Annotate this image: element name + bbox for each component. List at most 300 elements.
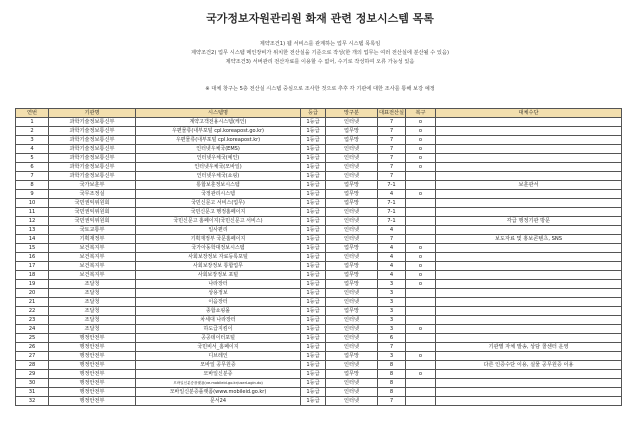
cell-datacenter: 4: [378, 262, 406, 271]
cell-no: 15: [16, 244, 49, 253]
cell-no: 8: [16, 181, 49, 190]
cell-no: 22: [16, 307, 49, 316]
header-system: 시스템명: [136, 109, 301, 118]
table-row: [16, 154, 622, 163]
cell-recovery: o: [406, 262, 436, 271]
cell-alternative: [436, 325, 622, 334]
cell-recovery: [406, 388, 436, 397]
cell-datacenter: 4: [378, 253, 406, 262]
cell-system: 우편물류(내부포털 cpl.koreapost.go.kr): [136, 127, 301, 136]
cell-grade: 1등급: [301, 316, 326, 325]
cell-recovery: o: [406, 325, 436, 334]
cell-alternative: [436, 370, 622, 379]
cell-recovery: o: [406, 190, 436, 199]
cell-recovery: [406, 298, 436, 307]
cell-alternative: 보도자료 및 홍보콘텐츠, SNS: [436, 235, 622, 244]
cell-grade: 1등급: [301, 379, 326, 388]
cell-system: 사회보장정보 자료등록포털: [136, 253, 301, 262]
cell-no: 26: [16, 343, 49, 352]
cell-network: 인터넷: [326, 298, 378, 307]
cell-alternative: [436, 280, 622, 289]
cell-datacenter: 7: [378, 163, 406, 172]
system-list-table: [15, 108, 622, 406]
cell-grade: 1등급: [301, 397, 326, 406]
cell-recovery: [406, 226, 436, 235]
cell-grade: 1등급: [301, 208, 326, 217]
cell-no: 14: [16, 235, 49, 244]
cell-datacenter: 3: [378, 325, 406, 334]
cell-agency: 조달청: [49, 325, 136, 334]
table-row: [16, 253, 622, 262]
cell-recovery: [406, 343, 436, 352]
cell-no: 13: [16, 226, 49, 235]
cell-system: 모바일신분증플랫폼(www.mobileid.go.kr): [136, 388, 301, 397]
cell-agency: 보건복지부: [49, 262, 136, 271]
cell-alternative: [436, 136, 622, 145]
cell-agency: 보건복지부: [49, 253, 136, 262]
cell-grade: 1등급: [301, 289, 326, 298]
cell-recovery: o: [406, 280, 436, 289]
cell-no: 30: [16, 379, 49, 388]
table-row: [16, 352, 622, 361]
cell-system: 통합보훈정보시스템: [136, 181, 301, 190]
cell-grade: 1등급: [301, 253, 326, 262]
cell-alternative: [436, 163, 622, 172]
cell-agency: 조달청: [49, 307, 136, 316]
cell-alternative: [436, 298, 622, 307]
cell-alternative: [436, 334, 622, 343]
cell-no: 10: [16, 199, 49, 208]
cell-system: 차세대 나라장터: [136, 316, 301, 325]
cell-agency: 행정안전부: [49, 361, 136, 370]
cell-grade: 1등급: [301, 136, 326, 145]
cell-no: 12: [16, 217, 49, 226]
cell-datacenter: 4: [378, 226, 406, 235]
cell-alternative: [436, 208, 622, 217]
header-no: 연번: [16, 109, 49, 118]
cell-datacenter: 8: [378, 388, 406, 397]
cell-agency: 국민권익위원회: [49, 217, 136, 226]
cell-recovery: [406, 316, 436, 325]
header-recovery: 복구: [406, 109, 436, 118]
table-row: [16, 217, 622, 226]
cell-no: 6: [16, 163, 49, 172]
cell-alternative: 다른 인증수단 이용, 실물 공무원증 이용: [436, 361, 622, 370]
cell-recovery: o: [406, 244, 436, 253]
constraints-notes: [0, 40, 640, 67]
cell-agency: 행정안전부: [49, 370, 136, 379]
cell-system: 모바일신분증플랫폼(ve.mobileid.go.kr/userLogin.do): [136, 379, 301, 388]
cell-network: 인터넷: [326, 289, 378, 298]
table-row: [16, 361, 622, 370]
cell-no: 3: [16, 136, 49, 145]
cell-grade: 1등급: [301, 280, 326, 289]
cell-alternative: [436, 244, 622, 253]
cell-system: 국민신문고 홈페이지(국민신문고 서비스): [136, 217, 301, 226]
table-row: [16, 199, 622, 208]
cell-grade: 1등급: [301, 298, 326, 307]
cell-no: 11: [16, 208, 49, 217]
cell-grade: 1등급: [301, 361, 326, 370]
cell-datacenter: 3: [378, 289, 406, 298]
cell-grade: 1등급: [301, 388, 326, 397]
table-row: [16, 208, 622, 217]
cell-system: 모바일 공무원증: [136, 361, 301, 370]
cell-grade: 1등급: [301, 271, 326, 280]
cell-network: 인터넷: [326, 172, 378, 181]
cell-network: 인터넷: [326, 217, 378, 226]
cell-network: 인터넷: [326, 253, 378, 262]
cell-datacenter: 4: [378, 190, 406, 199]
cell-system: 국민신문고 서비스(업무): [136, 199, 301, 208]
cell-agency: 행정안전부: [49, 334, 136, 343]
cell-alternative: [436, 352, 622, 361]
cell-alternative: [436, 199, 622, 208]
cell-recovery: o: [406, 118, 436, 127]
cell-grade: 1등급: [301, 127, 326, 136]
cell-grade: 1등급: [301, 334, 326, 343]
cell-agency: 과학기술정보통신부: [49, 163, 136, 172]
cell-system: 디브레인: [136, 352, 301, 361]
cell-agency: 보건복지부: [49, 271, 136, 280]
cell-no: 32: [16, 397, 49, 406]
cell-recovery: [406, 334, 436, 343]
table-row: [16, 307, 622, 316]
cell-network: 인터넷: [326, 325, 378, 334]
table-row: [16, 118, 622, 127]
cell-network: 업무망: [326, 280, 378, 289]
table-row: [16, 172, 622, 181]
cell-no: 7: [16, 172, 49, 181]
cell-network: 업무망: [326, 262, 378, 271]
cell-network: 업무망: [326, 307, 378, 316]
cell-agency: 기획재정부: [49, 235, 136, 244]
cell-grade: 1등급: [301, 307, 326, 316]
cell-recovery: [406, 208, 436, 217]
table-row: [16, 163, 622, 172]
table-row: [16, 136, 622, 145]
cell-no: 9: [16, 190, 49, 199]
cell-network: 인터넷: [326, 388, 378, 397]
cell-recovery: [406, 289, 436, 298]
cell-datacenter: 7: [378, 172, 406, 181]
cell-no: 1: [16, 118, 49, 127]
cell-recovery: [406, 307, 436, 316]
cell-datacenter: 3: [378, 316, 406, 325]
cell-agency: 국가보훈부: [49, 181, 136, 190]
cell-alternative: [436, 127, 622, 136]
cell-network: 업무망: [326, 181, 378, 190]
cell-recovery: o: [406, 154, 436, 163]
cell-recovery: o: [406, 352, 436, 361]
cell-network: 인터넷: [326, 379, 378, 388]
cell-alternative: 기관별 자체 발송, 상담 콜센터 운영: [436, 343, 622, 352]
cell-agency: 행정안전부: [49, 397, 136, 406]
note-1: 제약조건1) 웹 서비스를 관계하는 업무 시스템 목록임: [259, 41, 381, 47]
table-row: [16, 271, 622, 280]
cell-network: 인터넷: [326, 145, 378, 154]
cell-alternative: [436, 190, 622, 199]
page-title: 국가정보자원관리원 화재 관련 정보시스템 목록: [206, 12, 434, 25]
cell-no: 31: [16, 388, 49, 397]
cell-network: 업무망: [326, 127, 378, 136]
cell-alternative: [436, 145, 622, 154]
cell-recovery: [406, 172, 436, 181]
table-row: [16, 145, 622, 154]
cell-agency: 행정안전부: [49, 352, 136, 361]
cell-agency: 과학기술정보통신부: [49, 136, 136, 145]
cell-grade: 1등급: [301, 190, 326, 199]
table-row: [16, 181, 622, 190]
cell-no: 21: [16, 298, 49, 307]
cell-alternative: [436, 118, 622, 127]
table-row: [16, 298, 622, 307]
cell-recovery: o: [406, 145, 436, 154]
cell-recovery: [406, 199, 436, 208]
cell-datacenter: 3: [378, 307, 406, 316]
cell-grade: 1등급: [301, 145, 326, 154]
cell-system: 인터넷우체국(EMS): [136, 145, 301, 154]
note-3: 제약조건3) 서버관리 전산자료를 이용할 수 없어, 수기로 작성하여 오류 가능성 있음: [225, 59, 415, 65]
cell-no: 25: [16, 334, 49, 343]
cell-network: 인터넷: [326, 334, 378, 343]
cell-network: 업무망: [326, 190, 378, 199]
cell-agency: 과학기술정보통신부: [49, 127, 136, 136]
cell-datacenter: 7: [378, 154, 406, 163]
cell-grade: 1등급: [301, 172, 326, 181]
table-row: [16, 280, 622, 289]
cell-recovery: [406, 361, 436, 370]
cell-datacenter: 8: [378, 361, 406, 370]
cell-alternative: [436, 172, 622, 181]
cell-network: 인터넷: [326, 154, 378, 163]
cell-system: 문서24: [136, 397, 301, 406]
cell-agency: 행정안전부: [49, 388, 136, 397]
cell-recovery: [406, 379, 436, 388]
cell-alternative: [436, 316, 622, 325]
cell-no: 19: [16, 280, 49, 289]
cell-network: 인터넷: [326, 316, 378, 325]
table-row: [16, 397, 622, 406]
cell-agency: 조달청: [49, 280, 136, 289]
cell-datacenter: 7: [378, 136, 406, 145]
cell-no: 16: [16, 253, 49, 262]
cell-datacenter: 7-1: [378, 181, 406, 190]
cell-agency: 과학기술정보통신부: [49, 118, 136, 127]
cell-grade: 1등급: [301, 217, 326, 226]
cell-agency: 국토교통부: [49, 226, 136, 235]
cell-no: 23: [16, 316, 49, 325]
cell-recovery: o: [406, 127, 436, 136]
table-row: [16, 262, 622, 271]
cell-network: 인터넷: [326, 118, 378, 127]
table-row: [16, 388, 622, 397]
cell-network: 인터넷: [326, 208, 378, 217]
header-alternative: 대체수단: [436, 109, 622, 118]
cell-recovery: [406, 217, 436, 226]
cell-datacenter: 7: [378, 118, 406, 127]
cell-alternative: [436, 154, 622, 163]
cell-grade: 1등급: [301, 181, 326, 190]
header-datacenter: 대표전산실: [378, 110, 405, 116]
table-row: [16, 244, 622, 253]
cell-no: 5: [16, 154, 49, 163]
cell-grade: 1등급: [301, 325, 326, 334]
cell-network: 업무망: [326, 136, 378, 145]
cell-system: 사회보장정보 통합업무: [136, 262, 301, 271]
cell-system: 공공데이터포털: [136, 334, 301, 343]
cell-grade: 1등급: [301, 199, 326, 208]
cell-network: 인터넷: [326, 361, 378, 370]
cell-grade: 1등급: [301, 118, 326, 127]
cell-system: 나라장터: [136, 280, 301, 289]
cell-recovery: o: [406, 253, 436, 262]
cell-alternative: [436, 397, 622, 406]
cell-grade: 1등급: [301, 343, 326, 352]
cell-datacenter: 4: [378, 244, 406, 253]
cell-grade: 1등급: [301, 370, 326, 379]
cell-system: 일사편리: [136, 226, 301, 235]
table-row: [16, 316, 622, 325]
cell-alternative: 각급 행정기관 방문: [436, 217, 622, 226]
table-row: [16, 370, 622, 379]
cell-datacenter: 7: [378, 127, 406, 136]
cell-system: 계약고객전용시스템(케인): [136, 118, 301, 127]
note-2: 제약조건2) 업무 시스템 메인장비가 위치한 전산실을 기준으로 작성(한 개의 업무는 여러 전산실에 분산될 수 있음): [191, 50, 449, 56]
cell-network: 업무망: [326, 271, 378, 280]
cell-no: 24: [16, 325, 49, 334]
cell-network: 업무망: [326, 244, 378, 253]
table-row: [16, 190, 622, 199]
cell-recovery: o: [406, 136, 436, 145]
cell-no: 17: [16, 262, 49, 271]
cell-datacenter: 7-1: [378, 199, 406, 208]
cell-system: 기획재정부 국문홈페이지: [136, 235, 301, 244]
table-header-row: [16, 109, 622, 118]
cell-agency: 보건복지부: [49, 244, 136, 253]
cell-network: 인터넷: [326, 343, 378, 352]
cell-agency: 조달청: [49, 289, 136, 298]
cell-alternative: [436, 226, 622, 235]
cell-system: 하도급지킴이: [136, 325, 301, 334]
cell-alternative: [436, 289, 622, 298]
cell-system: 국정관리시스템: [136, 190, 301, 199]
cell-system: 우편물류(내부포털 cpl.koreapost.kr): [136, 136, 301, 145]
table-row: [16, 343, 622, 352]
cell-system: 모바일신분증: [136, 370, 301, 379]
cell-no: 2: [16, 127, 49, 136]
cell-datacenter: 7: [378, 397, 406, 406]
cell-agency: 과학기술정보통신부: [49, 154, 136, 163]
cell-recovery: o: [406, 370, 436, 379]
table-row: [16, 127, 622, 136]
cell-alternative: 보훈관서: [436, 181, 622, 190]
cell-datacenter: 8: [378, 370, 406, 379]
cell-network: 인터넷: [326, 397, 378, 406]
cell-datacenter: 7: [378, 145, 406, 154]
cell-recovery: o: [406, 163, 436, 172]
cell-network: 업무망: [326, 199, 378, 208]
cell-grade: 1등급: [301, 262, 326, 271]
cell-no: 29: [16, 370, 49, 379]
table-row: [16, 226, 622, 235]
cell-network: 인터넷: [326, 163, 378, 172]
cell-recovery: o: [406, 271, 436, 280]
cell-grade: 1등급: [301, 163, 326, 172]
cell-grade: 1등급: [301, 235, 326, 244]
cell-no: 4: [16, 145, 49, 154]
cell-network: 인터넷: [326, 235, 378, 244]
table-row: [16, 334, 622, 343]
cell-datacenter: 8: [378, 379, 406, 388]
cell-system: 국가아동학대정보시스템: [136, 244, 301, 253]
table-row: [16, 379, 622, 388]
cell-alternative: [436, 379, 622, 388]
cell-datacenter: 3: [378, 352, 406, 361]
cell-grade: 1등급: [301, 244, 326, 253]
cell-system: 인터넷우체국(모바일): [136, 163, 301, 172]
cell-datacenter: 7-1: [378, 217, 406, 226]
header-grade: 등급: [301, 109, 326, 118]
cell-system: 이음장터: [136, 298, 301, 307]
cell-datacenter: 4: [378, 271, 406, 280]
cell-grade: 1등급: [301, 226, 326, 235]
cell-system: 인터넷우체국(쇼핑): [136, 172, 301, 181]
table-row: [16, 289, 622, 298]
cell-no: 18: [16, 271, 49, 280]
cell-datacenter: 7: [378, 343, 406, 352]
cell-agency: 국무조정실: [49, 190, 136, 199]
cell-datacenter: 3: [378, 280, 406, 289]
cell-grade: 1등급: [301, 154, 326, 163]
cell-grade: 1등급: [301, 352, 326, 361]
cell-no: 20: [16, 289, 49, 298]
cell-agency: 행정안전부: [49, 343, 136, 352]
cell-system: 종합쇼핑몰: [136, 307, 301, 316]
cell-alternative: [436, 253, 622, 262]
remark-note: ※ 대체 창구는 5층 전산실 시스템 중심으로 조사한 것으로 추후 각 기관에 대한 조사를 통해 보강 예정: [205, 86, 435, 92]
cell-agency: 조달청: [49, 316, 136, 325]
header-agency: 기관명: [49, 109, 136, 118]
cell-alternative: [436, 307, 622, 316]
cell-alternative: [436, 271, 622, 280]
cell-system: 상용정보: [136, 289, 301, 298]
cell-system: 사회보장정보 포털: [136, 271, 301, 280]
cell-agency: 과학기술정보통신부: [49, 145, 136, 154]
cell-system: 국민신문고 행정홈페이지: [136, 208, 301, 217]
table-row: [16, 325, 622, 334]
cell-agency: 과학기술정보통신부: [49, 172, 136, 181]
cell-recovery: [406, 235, 436, 244]
header-network: 망구분: [326, 109, 378, 118]
cell-no: 27: [16, 352, 49, 361]
cell-alternative: [436, 262, 622, 271]
cell-datacenter: 6: [378, 334, 406, 343]
cell-system: 국민비서_홈페이지: [136, 343, 301, 352]
cell-system: 인터넷우체국(예인): [136, 154, 301, 163]
table-row: [16, 235, 622, 244]
cell-datacenter: 3: [378, 298, 406, 307]
cell-network: 인터넷: [326, 226, 378, 235]
cell-alternative: [436, 388, 622, 397]
cell-agency: 국민권익위원회: [49, 208, 136, 217]
cell-agency: 국민권익위원회: [49, 199, 136, 208]
table-body: [16, 118, 622, 406]
cell-no: 28: [16, 361, 49, 370]
cell-recovery: [406, 397, 436, 406]
cell-datacenter: 7-1: [378, 208, 406, 217]
cell-network: 업무망: [326, 352, 378, 361]
